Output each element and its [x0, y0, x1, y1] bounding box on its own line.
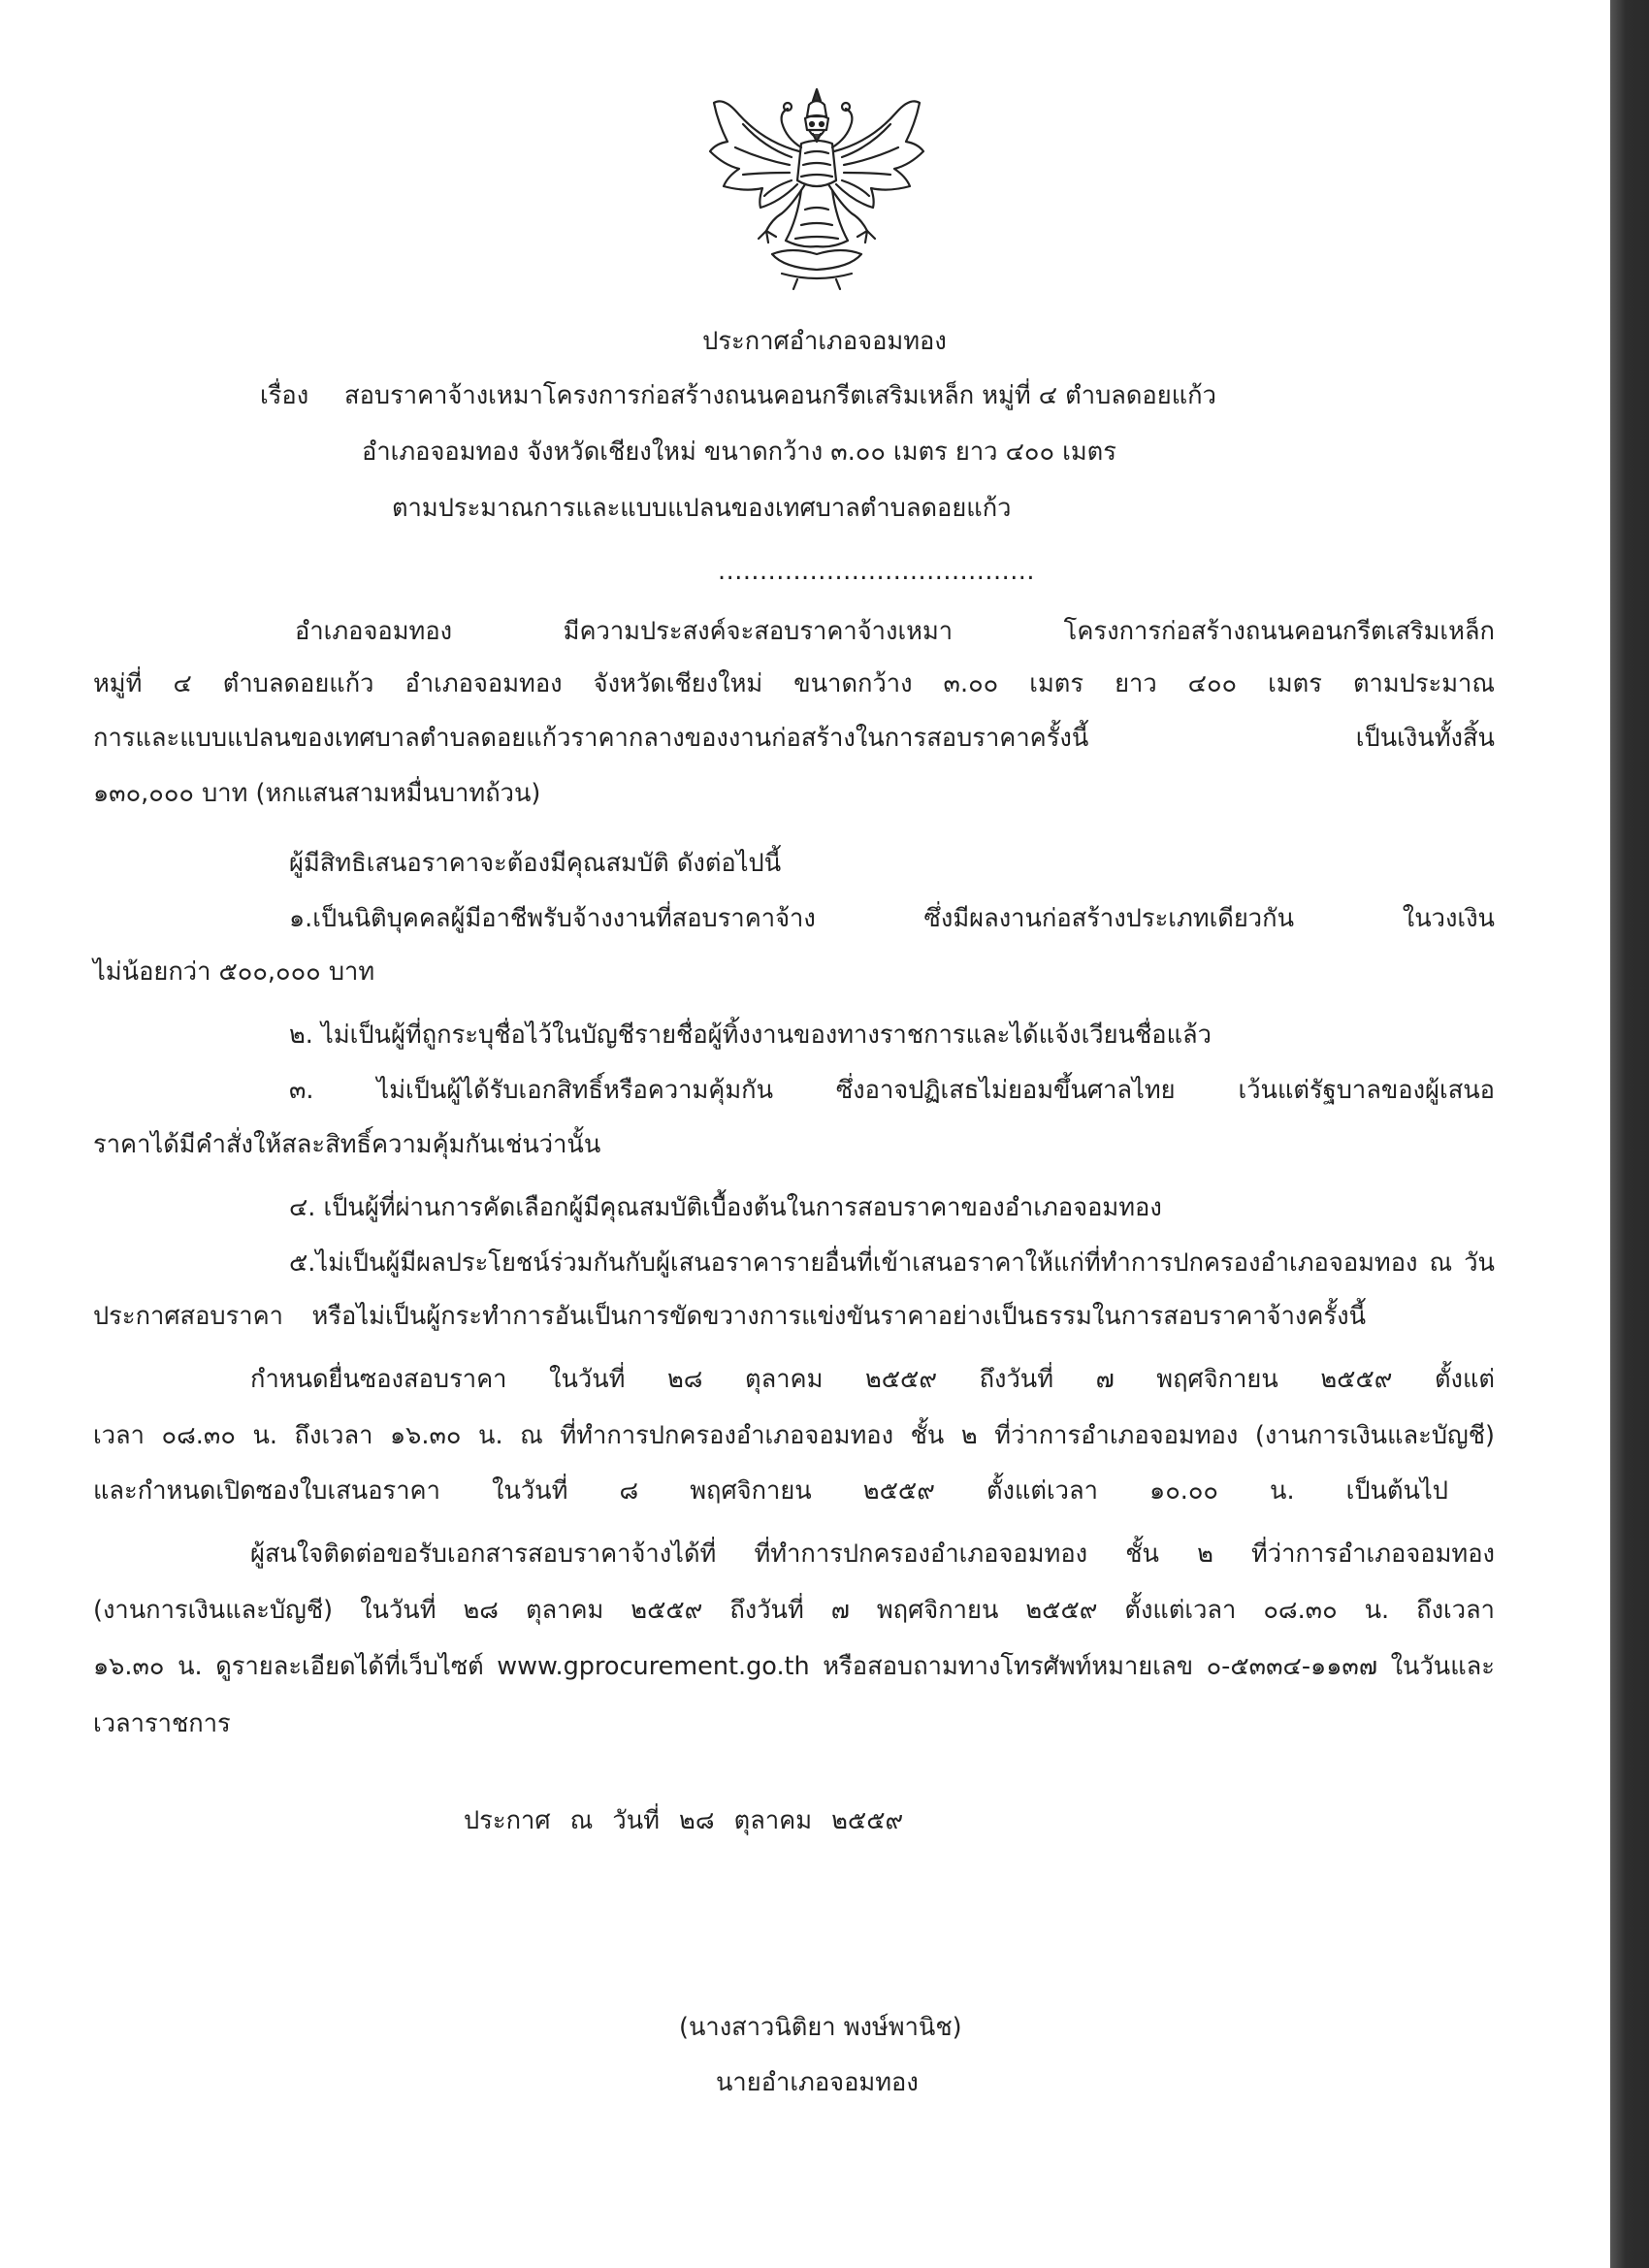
contact-line-2: (งานการเงินและบัญชี) ในวันที่ ๒๘ ตุลาคม ๒๕๕๙ ถึงวันที่ ๗ พฤศจิกายน ๒๕๕๙ ตั้งแต่เวลา ๐๘.๓๐ น. ถึงเวลา — [93, 1596, 1495, 1625]
subject-line-3: ตามประมาณการและแบบแปลนของเทศบาลตำบลดอยแก้ว — [392, 494, 1012, 523]
announcement-date: ประกาศ ณ วันที่ ๒๘ ตุลาคม ๒๕๕๙ — [464, 1806, 904, 1835]
contact-line-3: ๑๖.๓๐ น. ดูรายละเอียดได้ที่เว็บไซต์ www.gprocurement.go.th หรือสอบถามทางโทรศัพท์หมายเลข ๐-๕๓๓๔-๑๑๓๗ ในวันและ — [93, 1652, 1495, 1681]
qualification-item-4: ๔. เป็นผู้ที่ผ่านการคัดเลือกผู้มีคุณสมบัติเบื้องต้นในการสอบราคาของอำเภอจอมทอง — [289, 1193, 1162, 1222]
qualification-item-1-line-2: ไม่น้อยกว่า ๕๐๐,๐๐๐ บาท — [93, 957, 375, 987]
qualification-item-3-line-2: ราคาได้มีคำสั่งให้สละสิทธิ์ความคุ้มกันเช่นว่านั้น — [93, 1130, 601, 1159]
schedule-line-3: และกำหนดเปิดซองใบเสนอราคา ในวันที่ ๘ พฤศจิกายน ๒๕๕๙ ตั้งแต่เวลา ๑๐.๐๐ น. เป็นต้นไป — [93, 1476, 1448, 1506]
qualification-item-5-line-2: ประกาศสอบราคา หรือไม่เป็นผู้กระทำการอันเป็นการขัดขวางการแข่งขันราคาอย่างเป็นธรรมในการสอบราคาจ้างครั้งนี้ — [93, 1302, 1366, 1331]
qualification-heading: ผู้มีสิทธิเสนอราคาจะต้องมีคุณสมบัติ ดังต่อไปนี้ — [289, 849, 782, 878]
garuda-emblem-icon — [704, 83, 929, 291]
signatory-name: (นางสาวนิติยา พงษ์พานิช) — [679, 2013, 962, 2042]
header-separator: ...................................... — [718, 557, 1036, 586]
qualification-item-2: ๒. ไม่เป็นผู้ที่ถูกระบุชื่อไว้ในบัญชีรายชื่อผู้ทิ้งงานของทางราชการและได้แจ้งเวียนชื่อแล้ว — [289, 1021, 1212, 1050]
scan-edge-shadow — [1610, 0, 1649, 2268]
signatory-position: นายอำเภอจอมทอง — [716, 2068, 919, 2097]
intro-line-2: หมู่ที่ ๔ ตำบลดอยแก้ว อำเภอจอมทอง จังหวัดเชียงใหม่ ขนาดกว้าง ๓.๐๐ เมตร ยาว ๔๐๐ เมตร ตามประมาณ — [93, 669, 1495, 698]
contact-line-1: ผู้สนใจติดต่อขอรับเอกสารสอบราคาจ้างได้ที่ ที่ทำการปกครองอำเภอจอมทอง ชั้น ๒ ที่ว่าการอำเภอจอมทอง — [250, 1539, 1495, 1569]
intro-line-1: อำเภอจอมทอง มีความประสงค์จะสอบราคาจ้างเหมา โครงการก่อสร้างถนนคอนกรีตเสริมเหล็ก — [295, 617, 1495, 646]
document-title: ประกาศอำเภอจอมทอง — [702, 327, 947, 356]
intro-line-3: การและแบบแปลนของเทศบาลตำบลดอยแก้วราคากลางของงานก่อสร้างในการสอบราคาครั้งนี้ เป็นเงินทั้งสิ้น — [93, 724, 1495, 753]
subject-line-2: อำเภอจอมทอง จังหวัดเชียงใหม่ ขนาดกว้าง ๓.๐๐ เมตร ยาว ๔๐๐ เมตร — [362, 437, 1116, 467]
qualification-item-5-line-1: ๕.ไม่เป็นผู้มีผลประโยชน์ร่วมกันกับผู้เสนอราคารายอื่นที่เข้าเสนอราคาให้แก่ที่ทำการปกครองอำเภอจอมทอง ณ วัน — [289, 1248, 1495, 1278]
intro-line-4: ๑๓๐,๐๐๐ บาท (หกแสนสามหมื่นบาทถ้วน) — [93, 779, 541, 808]
qualification-item-3-line-1: ๓. ไม่เป็นผู้ได้รับเอกสิทธิ์หรือความคุ้มกัน ซึ่งอาจปฏิเสธไม่ยอมขึ้นศาลไทย เว้นแต่รัฐบาลของผู้เสนอ — [289, 1076, 1495, 1105]
subject-line-1: สอบราคาจ้างเหมาโครงการก่อสร้างถนนคอนกรีตเสริมเหล็ก หมู่ที่ ๔ ตำบลดอยแก้ว — [344, 381, 1216, 410]
subject-label: เรื่อง — [260, 381, 309, 410]
contact-line-4: เวลาราชการ — [93, 1709, 231, 1738]
schedule-line-2: เวลา ๐๘.๓๐ น. ถึงเวลา ๑๖.๓๐ น. ณ ที่ทำการปกครองอำเภอจอมทอง ชั้น ๒ ที่ว่าการอำเภอจอมทอง (งานการเงินและบัญชี) — [93, 1421, 1495, 1450]
schedule-line-1: กำหนดยื่นซองสอบราคา ในวันที่ ๒๘ ตุลาคม ๒๕๕๙ ถึงวันที่ ๗ พฤศจิกายน ๒๕๕๙ ตั้งแต่ — [250, 1365, 1495, 1394]
qualification-item-1-line-1: ๑.เป็นนิติบุคคลผู้มีอาชีพรับจ้างงานที่สอบราคาจ้าง ซึ่งมีผลงานก่อสร้างประเภทเดียวกัน ในวงเงิน — [289, 904, 1495, 933]
